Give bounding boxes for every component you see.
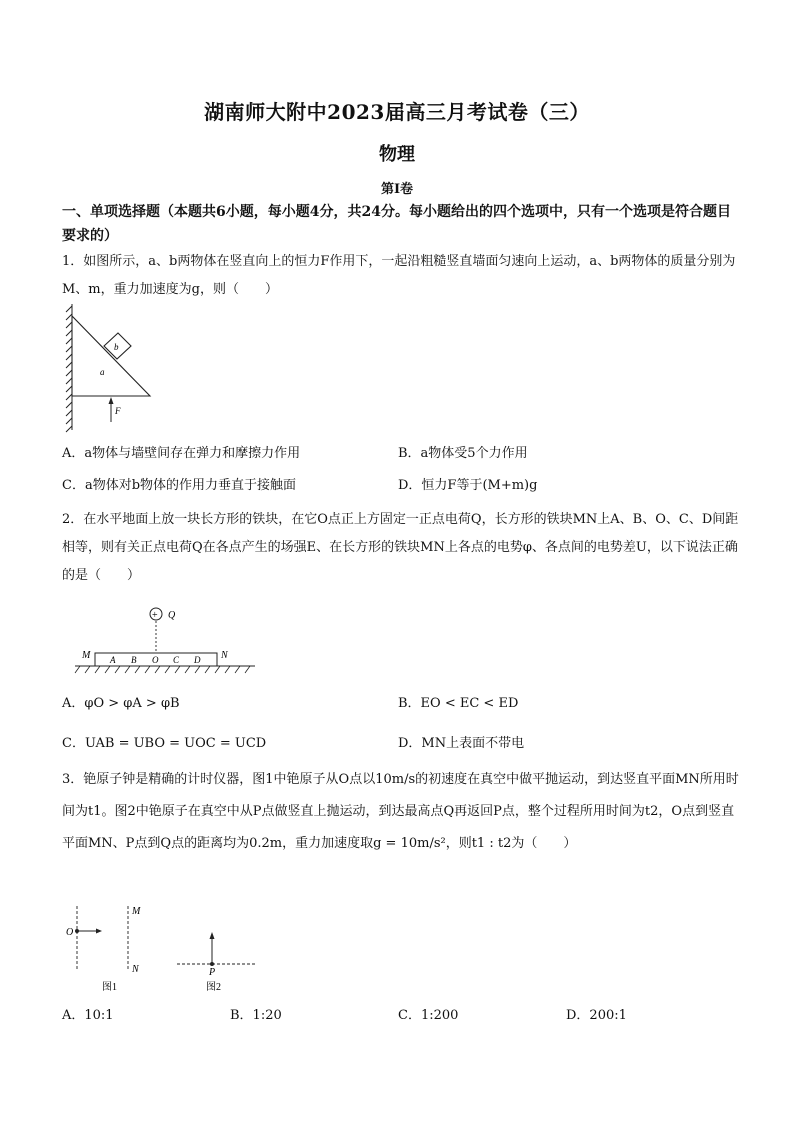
q2-option-a: A．φO > φA > φB bbox=[62, 696, 180, 711]
plus-sign: + bbox=[152, 610, 158, 621]
label-O: O bbox=[152, 655, 159, 665]
q3-option-d: D．200:1 bbox=[566, 1008, 627, 1023]
q3-figures bbox=[62, 898, 272, 998]
q1-option-d: D．恒力F等于(M+m)g bbox=[398, 478, 538, 493]
q1-figure bbox=[62, 300, 162, 435]
caption-fig2: 图2 bbox=[206, 982, 221, 993]
label-O: O bbox=[66, 927, 74, 938]
q2-option-d: D．MN上表面不带电 bbox=[398, 736, 525, 751]
label-A: A bbox=[110, 655, 116, 665]
label-M: M bbox=[132, 906, 141, 917]
q1-option-c: C．a物体对b物体的作用力垂直于接触面 bbox=[62, 478, 297, 493]
q1-option-b: B．a物体受5个力作用 bbox=[398, 446, 528, 461]
q1-option-a: A．a物体与墙壁间存在弹力和摩擦力作用 bbox=[62, 446, 301, 461]
q3-option-b: B．1:20 bbox=[230, 1008, 282, 1023]
label-N: N bbox=[221, 650, 228, 661]
block-a-wedge bbox=[72, 316, 150, 396]
label-a: a bbox=[100, 367, 105, 377]
q3-option-c: C．1:200 bbox=[398, 1008, 459, 1023]
label-Q: Q bbox=[168, 610, 176, 621]
paper-title: 湖南师大附中2023届高三月考试卷（三） bbox=[204, 100, 590, 124]
label-B: B bbox=[131, 655, 137, 665]
q1-stem: 1．如图所示，a、b两物体在竖直向上的恒力F作用下，一起沿粗糙竖直墙面匀速向上运动，a、b两物体的质量分别为M、m，重力加速度为g，则（ ） bbox=[62, 254, 736, 297]
q2-option-c: C．UAB = UBO = UOC = UCD bbox=[62, 736, 267, 751]
q3-stem: 3．铯原子钟是精确的计时仪器，图1中铯原子从O点以10m/s的初速度在真空中做平抛运动，到达竖直平面MN所用时间为t1。图2中铯原子在真空中从P点做竖直上抛运动，到达最高点Q再返回P点，整个过程所用时间为t2，O点到竖直平面MN、P点到Q点的距离均为0.2m，重力加速度取g = 10m/s²，则t1 : t2为（ ） bbox=[62, 772, 739, 851]
q2-figure bbox=[70, 600, 260, 682]
label-M: M bbox=[82, 650, 91, 661]
label-P: P bbox=[209, 967, 216, 978]
label-b: b bbox=[114, 342, 119, 352]
label-F: F bbox=[115, 406, 121, 416]
subject-heading: 物理 bbox=[379, 144, 415, 165]
section-heading: 一、单项选择题（本题共6小题，每小题4分，共24分。每小题给出的四个选项中，只有一个选项是符合题目要求的） bbox=[62, 204, 731, 244]
label-C: C bbox=[173, 655, 180, 665]
label-D: D bbox=[194, 655, 201, 665]
q2-option-b: B．EO < EC < ED bbox=[398, 696, 519, 711]
caption-fig1: 图1 bbox=[102, 982, 117, 993]
wall-hatching bbox=[66, 304, 72, 432]
q3-option-a: A．10:1 bbox=[62, 1008, 114, 1023]
label-N: N bbox=[132, 964, 139, 975]
volume-heading: 第Ⅰ卷 bbox=[380, 182, 414, 197]
q2-stem: 2．在水平地面上放一块长方形的铁块，在它O点正上方固定一正点电荷Q，长方形的铁块MN上A、B、O、C、D间距相等，则有关正点电荷Q在各点产生的场强E、在长方形的铁块MN上各点的电势φ、各点间的电势差U，以下说法正确的是（ ） bbox=[62, 512, 739, 583]
